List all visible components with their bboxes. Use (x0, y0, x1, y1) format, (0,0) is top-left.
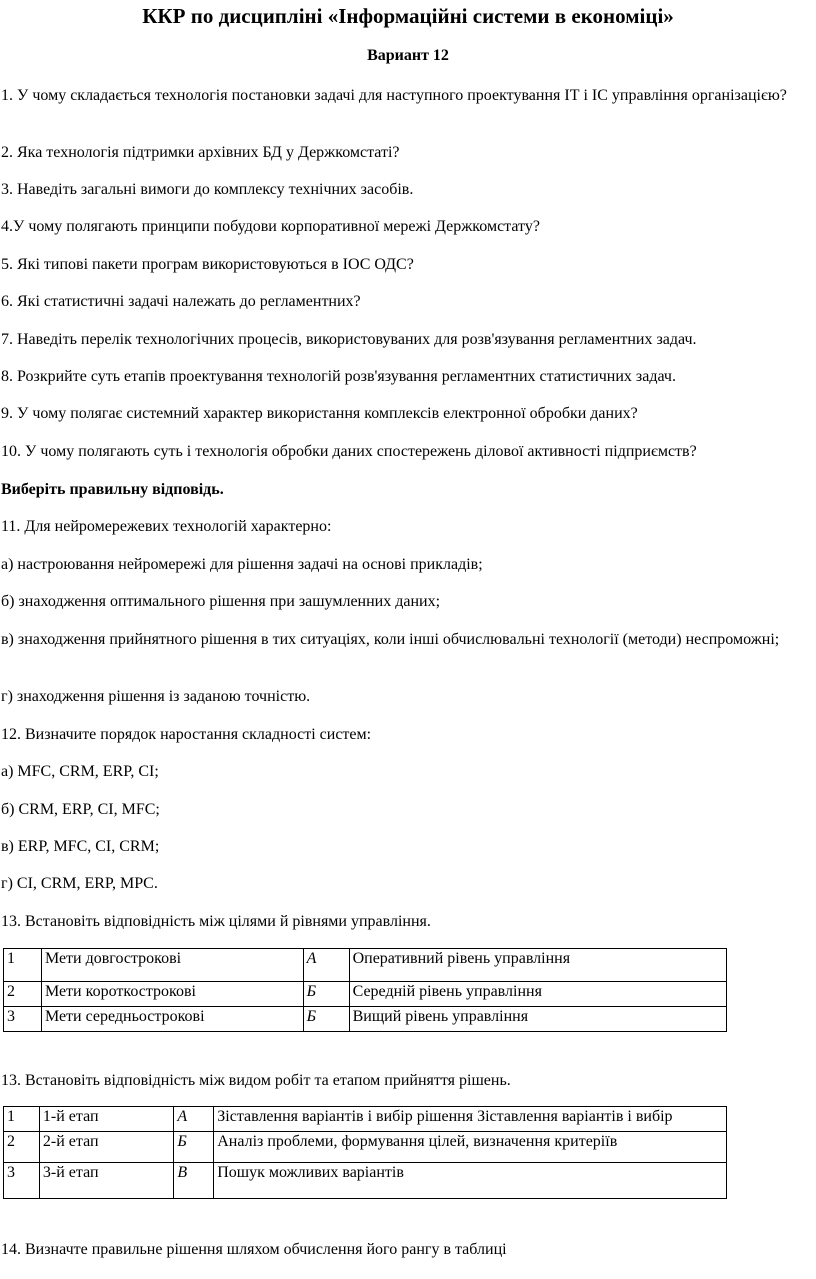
answer-12-a: а) MFC, CRM, ERP, CI; (1, 763, 159, 780)
table-row (4, 949, 727, 982)
choose-heading: Виберіть правильну відповідь. (1, 481, 224, 498)
question-13-goals: 13. Встановіть відповідність між цілями й рівнями управління. (1, 913, 431, 930)
table-row (4, 1163, 727, 1199)
letter-cell: В (174, 1163, 214, 1199)
goal-cell: Мети довгострокові (41, 949, 303, 982)
table-row (4, 982, 727, 1007)
stage-cell: 2-й етап (39, 1132, 173, 1163)
question-11: 11. Для нейромережевих технологій характерно: (1, 518, 332, 535)
table-row (4, 1132, 727, 1163)
table-row (4, 1107, 727, 1132)
answer-11-a: а) настроювання нейромережі для рішення задачі на основі прикладів; (1, 556, 483, 573)
goal-cell: Мети короткострокові (41, 982, 303, 1007)
answer-11-d: г) знаходження рішення із заданою точністю. (1, 688, 311, 705)
answer-11-c: в) знаходження прийнятного рішення в тих ситуаціях, коли інші обчислювальні технології (методи) неспроможні; (1, 631, 780, 648)
question-2: 2. Яка технологія підтримки архівних БД у Держкомстаті? (1, 144, 400, 161)
answer-12-b: б) CRM, ERP, CI, MFC; (1, 801, 160, 818)
letter-cell: Б (303, 982, 349, 1007)
stage-cell: 3-й етап (39, 1163, 173, 1199)
question-6: 6. Які статистичні задачі належать до регламентних? (1, 293, 361, 310)
level-cell: Оперативний рівень управління (349, 949, 726, 982)
question-5: 5. Які типові пакети програм використовуються в ІОС ОДС? (1, 256, 414, 273)
letter-cell: Б (303, 1007, 349, 1032)
question-3: 3. Наведіть загальні вимоги до комплексу технічних засобів. (1, 181, 414, 198)
document-title: ККР по дисципліні «Інформаційні системи в економіці» (142, 4, 674, 28)
letter-cell: А (174, 1107, 214, 1132)
work-cell: Зіставлення варіантів і вибір рішення Зіставлення варіантів і вибір (214, 1107, 727, 1132)
letter-cell: Б (174, 1132, 214, 1163)
question-8: 8. Розкрийте суть етапів проектування технологій розв'язування регламентних статистичних задач. (1, 368, 676, 385)
question-9: 9. У чому полягає системний характер використання комплексів електронної обробки даних? (1, 405, 638, 422)
goals-levels-table (3, 948, 727, 1032)
row-number: 2 (4, 1132, 40, 1163)
work-cell: Аналіз проблеми, формування цілей, визначення критеріїв (214, 1132, 727, 1163)
variant-heading: Вариант 12 (367, 47, 449, 64)
row-number: 2 (4, 982, 42, 1007)
question-7: 7. Наведіть перелік технологічних процесів, використовуваних для розв'язування регламентних задач. (1, 331, 697, 348)
table-row (4, 1007, 727, 1032)
row-number: 3 (4, 1007, 42, 1032)
row-number: 1 (4, 1107, 40, 1132)
level-cell: Середній рівень управління (349, 982, 726, 1007)
level-cell: Вищий рівень управління (349, 1007, 726, 1032)
question-14: 14. Визначте правильне рішення шляхом обчислення його рангу в таблиці (1, 1241, 507, 1258)
work-cell: Пошук можливих варіантів (214, 1163, 727, 1199)
letter-cell: А (303, 949, 349, 982)
question-12: 12. Визначите порядок наростання складності систем: (1, 726, 372, 743)
answer-12-c: в) ERP, MFC, CI, CRM; (1, 838, 160, 855)
question-4: 4.У чому полягають принципи побудови корпоративної мережі Держкомстату? (1, 218, 540, 235)
goal-cell: Мети середньострокові (41, 1007, 303, 1032)
stages-table (3, 1106, 727, 1199)
question-1: 1. У чому складається технологія постановки задачі для наступного проектування ІТ і ІС управління організацією? (1, 87, 787, 104)
question-13-stages: 13. Встановіть відповідність між видом робіт та етапом прийняття рішень. (1, 1072, 511, 1089)
answer-11-b: б) знаходження оптимального рішення при зашумленних даних; (1, 593, 441, 610)
stage-cell: 1-й етап (39, 1107, 173, 1132)
question-10: 10. У чому полягають суть і технологія обробки даних спостережень ділової активності підприємств? (1, 443, 697, 460)
answer-12-d: г) CI, CRM, ERP, MPC. (1, 875, 158, 892)
row-number: 3 (4, 1163, 40, 1199)
row-number: 1 (4, 949, 42, 982)
